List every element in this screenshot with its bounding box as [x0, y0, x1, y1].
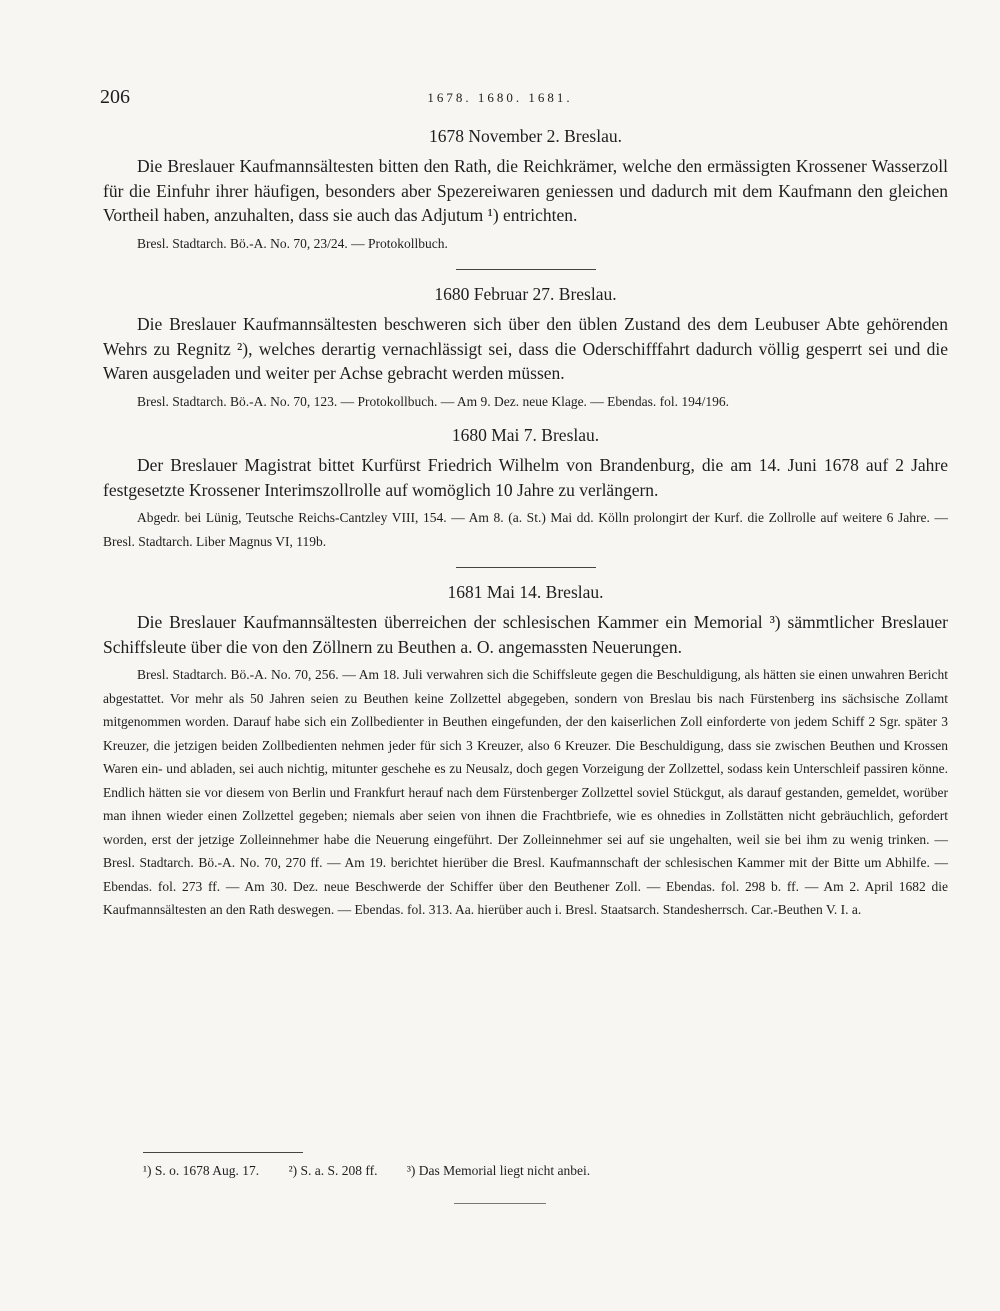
main-content	[103, 120, 948, 922]
source-note: Bresl. Stadtarch. Bö.-A. No. 70, 23/24. — Protokollbuch.	[137, 235, 448, 251]
entry-heading: 1680 Februar 27. Breslau.	[434, 284, 617, 304]
entry-text-wrapper	[103, 453, 948, 502]
footnote-2: ²) S. a. S. 208 ff.	[288, 1163, 378, 1178]
page-end-divider	[454, 1203, 546, 1204]
footnote-1: ¹) S. o. 1678 Aug. 17.	[143, 1163, 260, 1178]
page-number: 206	[100, 86, 130, 108]
running-title: 1678. 1680. 1681.	[427, 90, 573, 105]
entry-heading: 1678 November 2. Breslau.	[429, 126, 622, 146]
section-divider	[456, 269, 596, 270]
entry-1680-mai-7	[103, 423, 948, 553]
footnote-line	[103, 1161, 948, 1181]
footnote-divider	[143, 1152, 303, 1153]
page-header	[0, 86, 1000, 116]
entry-1681-mai-14	[103, 580, 948, 922]
entry-1678-nov-2	[103, 124, 948, 255]
entry-text-wrapper	[103, 154, 948, 228]
entry-text: Die Breslauer Kaufmannsältesten überreichen der schlesischen Kammer ein Memorial ³) sämmtlicher Breslauer Schiffsleute über die von den Zöllnern zu Beuthen a. O. angemassten Neuerungen.	[103, 612, 948, 657]
source-note-wrapper	[103, 390, 948, 414]
source-note-wrapper	[103, 663, 948, 922]
entry-text-wrapper	[103, 610, 948, 659]
source-note: Bresl. Stadtarch. Bö.-A. No. 70, 123. — Protokollbuch. — Am 9. Dez. neue Klage. — Ebendas. fol. 194/196.	[137, 393, 730, 409]
source-note: Abgedr. bei Lünig, Teutsche Reichs-Cantzley VIII, 154. — Am 8. (a. St.) Mai dd. Kölln prolongirt der Kurf. die Zollrolle auf weitere 6 Jahre. — Bresl. Stadtarch. Liber Magnus VI, 119b.	[103, 510, 948, 549]
entry-heading: 1680 Mai 7. Breslau.	[451, 425, 600, 445]
source-note-wrapper	[103, 506, 948, 553]
entry-text: Die Breslauer Kaufmannsältesten bitten den Rath, die Reichkrämer, welche den ermässigten Krossener Wasserzoll für die Einfuhr ihrer häufigen, besonders aber Spezereiwaren geniessen und dadurch mit dem Kaufmann den gleichen Vortheil haben, anzuhalten, dass sie auch das Adjutum ¹) entrichten.	[103, 156, 948, 225]
footnote-3: ³) Das Memorial liegt nicht anbei.	[406, 1163, 591, 1178]
entry-heading: 1681 Mai 14. Breslau.	[447, 582, 604, 602]
entry-text: Die Breslauer Kaufmannsältesten beschweren sich über den üblen Zustand des dem Leubuser Abte gehörenden Wehrs zu Regnitz ²), welches derartig vernachlässigt sei, dass die Oderschifffahrt dadurch völlig gesperrt sei und die Waren ausgeladen und weiter per Achse gebracht werden müssen.	[103, 314, 948, 383]
section-divider	[456, 567, 596, 568]
source-note: Bresl. Stadtarch. Bö.-A. No. 70, 256. — Am 18. Juli verwahren sich die Schiffsleute gegen die Beschuldigung, als hätten sie einen unwahren Bericht abgestattet. Vor mehr als 50 Jahren seien zu Beuthen keine Zollzettel abgegeben, sondern von Breslau bis nach Fürstenberg ins sächsische Zollamt mitgenommen worden. Darauf habe sich ein Zollbedienter in Beuthen eingefunden, der den kaiserlichen Zoll einforderte von jedem Schiff 2 Sgr. später 3 Kreuzer, die jetzigen beiden Zollbedienten nehmen jeder für sich 3 Kreuzer, also 6 Kreuzer. Die Beschuldigung, dass sie zwischen Beuthen und Krossen Waren ein- und abladen, sei auch nichtig, mitunter geschehe es zu Neusalz, doch gegen Vorzeigung der Zollzettel, sodass kein Unterschleif passiren könne. Endlich hätten sie vor diesem von Berlin und Frankfurt herauf nach dem Fürstenberger Zollzettel soviel Stückgut, als darauf gestanden, gemeldet, worüber man ihnen wieder einen Zollzettel gegeben; niemals aber seien von ihnen die Frachtbriefe, wie es ohnedies in Zollstätten nicht gebräuchlich, gefordert worden, erst der jetzige Zolleinnehmer habe die Neuerung eingeführt. Der Zolleinnehmer sei auf sie ungehalten, weil sie bei ihm zu wenig trinken. — Bresl. Stadtarch. Bö.-A. No. 70, 270 ff. — Am 19. berichtet hierüber die Bresl. Kaufmannschaft der schlesischen Kammer mit der Bitte um Abhilfe. — Ebendas. fol. 273 ff. — Am 30. Dez. neue Beschwerde der Schiffer über den Beuthener Zoll. — Ebendas. fol. 298 b. ff. — Am 2. April 1682 die Kaufmannsältesten an den Rath deswegen. — Ebendas. fol. 313. Aa. hierüber auch i. Bresl. Staatsarch. Standesherrsch. Car.-Beuthen V. I. a.	[103, 667, 948, 917]
entry-text-wrapper	[103, 312, 948, 386]
entry-text: Der Breslauer Magistrat bittet Kurfürst Friedrich Wilhelm von Brandenburg, die am 14. Juni 1678 auf 2 Jahre festgesetzte Krossener Interimszollrolle auf womöglich 10 Jahre zu verlängern.	[103, 455, 948, 500]
footnotes	[103, 1152, 948, 1181]
source-note-wrapper	[103, 232, 948, 256]
entry-1680-feb-27	[103, 282, 948, 413]
